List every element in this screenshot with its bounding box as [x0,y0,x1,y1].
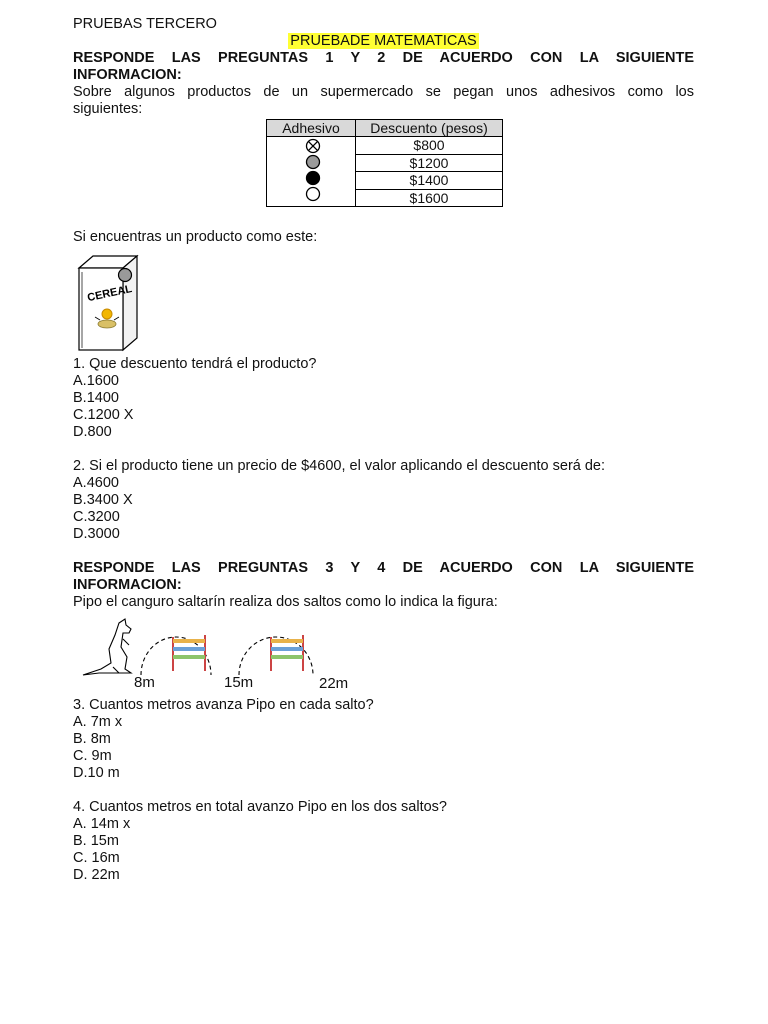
page-title: PRUEBADE MATEMATICAS [290,33,477,49]
q4-option-c: C. 16m [73,850,120,866]
white-circle-icon [307,188,320,201]
q4-option-a: A. 14m x [73,816,131,832]
discount-1200: $1200 [356,154,503,172]
header-label: PRUEBAS TERCERO [73,16,217,32]
q3-option-a: A. 7m x [73,714,123,730]
discount-1400: $1400 [356,172,503,190]
q4-question: 4. Cuantos metros en total avanzo Pipo en los dos saltos? [73,799,447,815]
q2-option-c: C.3200 [73,509,120,525]
q2-option-a: A.4600 [73,475,119,491]
q3-option-b: B. 8m [73,731,111,747]
mark-22m: 22m [319,675,349,692]
sticker-symbols [267,137,356,207]
worksheet [73,16,694,884]
q1-question: 1. Que descuento tendrá el producto? [73,356,317,372]
q2-option-b: B.3400 X [73,492,133,508]
title-line [73,33,694,50]
discount-800: $800 [356,137,503,155]
svg-text:CEREAL: CEREAL [86,283,134,305]
cereal-box-figure [73,252,694,356]
section1-heading: RESPONDE LAS PREGUNTAS 1 Y 2 DE ACUERDO CON LA SIGUIENTE [73,50,694,66]
black-circle-icon [307,172,320,185]
table-header-descuento: Descuento (pesos) [356,120,503,137]
discount-1600: $1600 [356,189,503,207]
cereal-box-icon [73,252,153,356]
q3-option-c: C. 9m [73,748,112,764]
section1-intro: Sobre algunos productos de un supermercado se pegan unos adhesivos como los [73,84,694,100]
mark-15m: 15m [224,674,254,691]
q2-question: 2. Si el producto tiene un precio de $4600, el valor aplicando el descuento será de: [73,458,606,474]
q2-option-d: D.3000 [73,526,120,542]
q1-option-c: C.1200 X [73,407,134,423]
sticker-symbols-svg [267,137,355,203]
hurdle-icon [173,635,205,671]
q3-option-d: D.10 m [73,765,120,781]
table-header-row [267,120,503,137]
gray-circle-icon [307,156,320,169]
gray-sticker-icon [119,269,132,282]
section2-heading-cont: INFORMACION: [73,577,182,593]
kangaroo-jumps-svg [79,617,359,681]
q3-question: 3. Cuantos metros avanza Pipo en cada salto? [73,697,374,713]
section2-intro: Pipo el canguro saltarín realiza dos saltos como lo indica la figura: [73,594,498,610]
sticker-table [266,119,503,207]
q1-option-a: A.1600 [73,373,119,389]
q4-option-d: D. 22m [73,867,120,883]
kangaroo-jumps-figure [73,617,694,697]
product-prompt: Si encuentras un producto como este: [73,229,318,245]
kangaroo-icon [83,619,131,675]
section1-heading-cont: INFORMACION: [73,67,182,83]
mark-8m: 8m [134,674,155,691]
section1-intro-cont: siguientes: [73,101,143,117]
table-row [267,137,503,155]
crossed-circle-icon [307,140,320,153]
table-header-adhesivo: Adhesivo [267,120,356,137]
section2-heading: RESPONDE LAS PREGUNTAS 3 Y 4 DE ACUERDO CON LA SIGUIENTE [73,560,694,576]
q1-option-d: D.800 [73,424,112,440]
q1-option-b: B.1400 [73,390,119,406]
hurdle-icon [271,635,303,671]
q4-option-b: B. 15m [73,833,119,849]
